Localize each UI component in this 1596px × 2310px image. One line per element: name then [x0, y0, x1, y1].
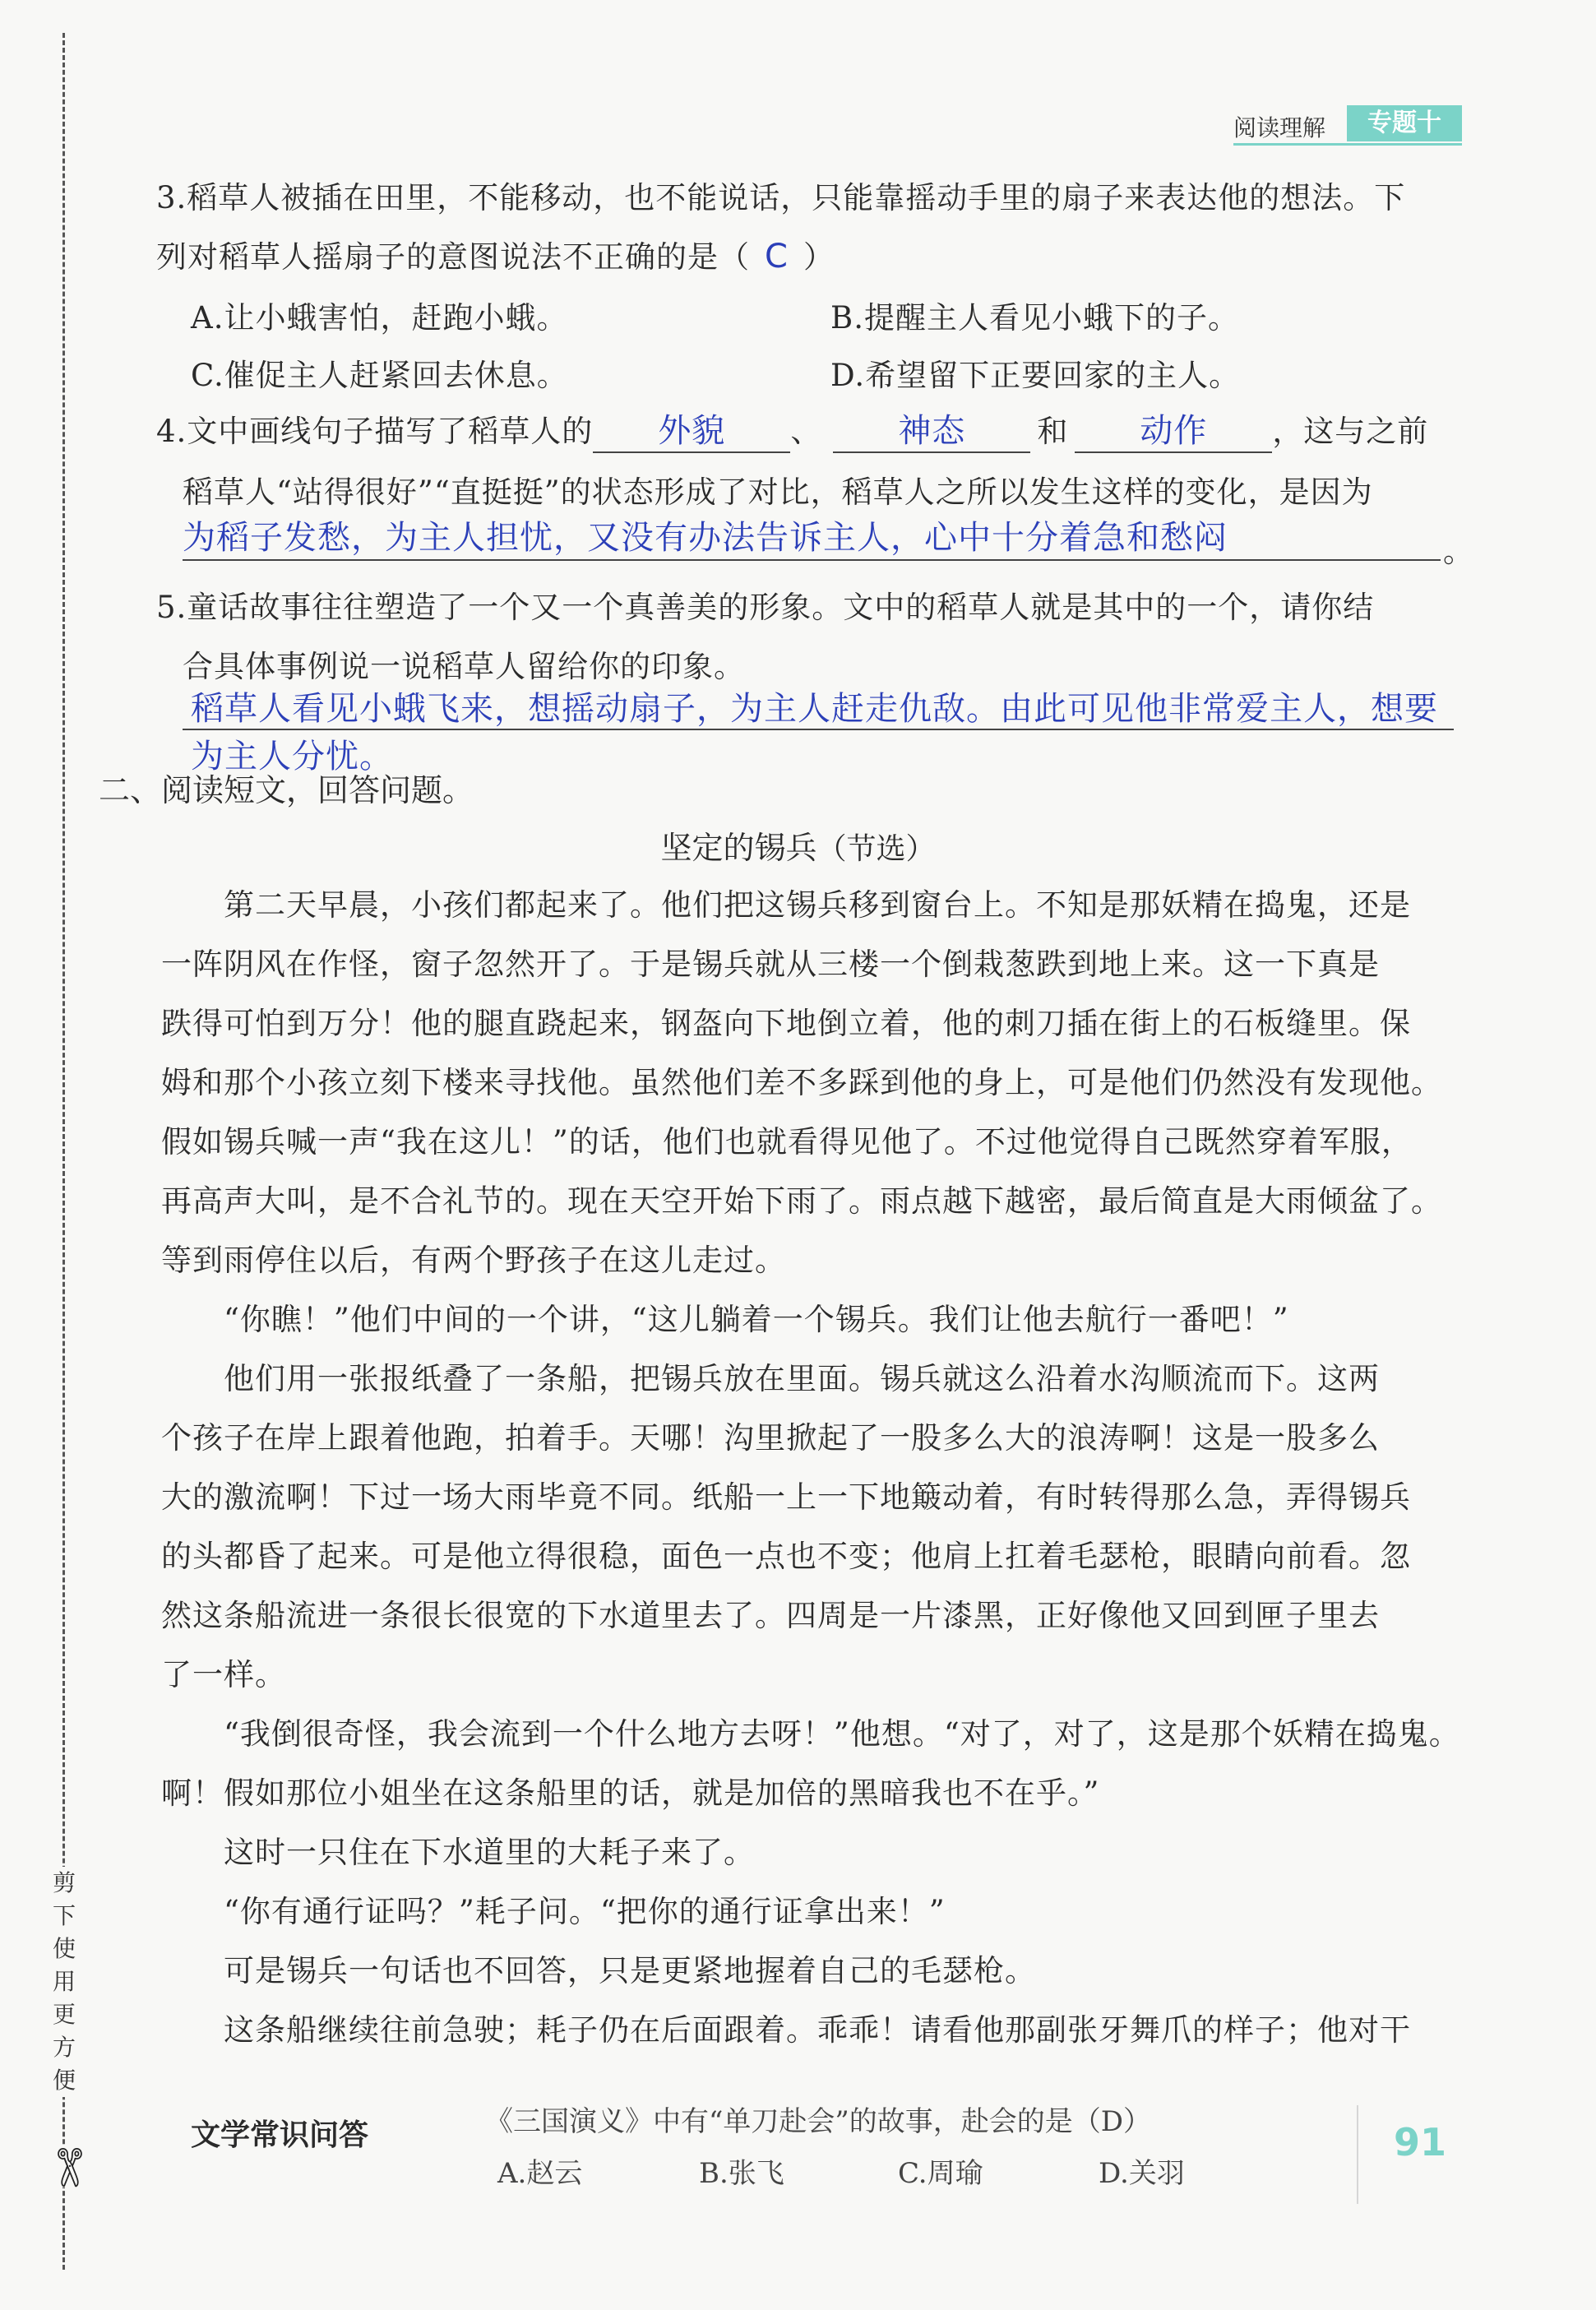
- story-line-6: 再高声大叫，是不合礼节的。现在天空开始下雨了。雨点越下越密，最后简直是大雨倾盆了。: [161, 1183, 1442, 1219]
- header-badge: 专题十: [1347, 105, 1462, 141]
- literature-quiz-label: 文学常识问答: [191, 2118, 369, 2152]
- q4-sep1: 、: [790, 414, 822, 449]
- q4-answer-2: 神态: [833, 405, 1030, 453]
- q3-option-c: C.催促主人赶紧回去休息。: [191, 358, 568, 393]
- literature-option-c: C.周瑜: [898, 2157, 983, 2190]
- story-line-15: “我倒很奇怪，我会流到一个什么地方去呀！”他想。“对了，对了，这是那个妖精在捣鬼。: [161, 1716, 1460, 1752]
- story-line-18: “你有通行证吗？”耗子问。“把你的通行证拿出来！”: [161, 1894, 946, 1929]
- literature-quiz-question: 《三国演义》中有“单刀赴会”的故事，赴会的是（D）: [485, 2105, 1152, 2138]
- q3-option-b: B.提醒主人看见小蛾下的子。: [830, 300, 1239, 336]
- literature-option-a: A.赵云: [497, 2157, 583, 2190]
- q4-sep2: 和: [1037, 414, 1069, 449]
- q4-end-mark: 。: [1443, 534, 1474, 569]
- q4-answer-3: 动作: [1075, 405, 1272, 453]
- story-line-1: 第二天早晨，小孩们都起来了。他们把这锡兵移到窗台上。不知是那妖精在捣鬼，还是: [161, 887, 1411, 923]
- story-line-3: 跌得可怕到万分！他的腿直跷起来，钢盔向下地倒立着，他的刺刀插在街上的石板缝里。保: [161, 1006, 1411, 1041]
- q3-option-d: D.希望留下正要回家的主人。: [830, 358, 1241, 393]
- story-line-2: 一阵阴风在作怪，窗子忽然开了。于是锡兵就从三楼一个倒栽葱跌到地上来。这一下真是: [161, 947, 1380, 982]
- q3-line2-close: ）: [803, 239, 835, 275]
- header-title: 阅读理解: [1233, 114, 1326, 141]
- cut-label: 剪下使用更方便: [49, 1867, 79, 2097]
- story-line-10: 个孩子在岸上跟着他跑，拍着手。天哪！沟里掀起了一股多么大的浪涛啊！这是一股多么: [161, 1420, 1380, 1456]
- q4-text-after: ，这与之前: [1272, 414, 1429, 449]
- q3-option-a: A.让小蛾害怕，赶跑小蛾。: [191, 300, 568, 336]
- story-line-19: 可是锡兵一句话也不回答，只是更紧地握着自己的毛瑟枪。: [161, 1953, 1036, 1988]
- q4-line1: [156, 405, 1428, 453]
- story-line-5: 假如锡兵喊一声“我在这儿！”的话，他们也就看得见他了。不过他觉得自己既然穿着军服，: [161, 1124, 1413, 1160]
- footer-divider: [1357, 2105, 1358, 2204]
- story-line-12: 的头都昏了起来。可是他立得很稳，面色一点也不变；他肩上扛着毛瑟枪，眼睛向前看。忽: [161, 1539, 1411, 1574]
- story-line-11: 大的激流啊！下过一场大雨毕竟不同。纸船一上一下地簸动着，有时转得那么急，弄得锡兵: [161, 1479, 1411, 1515]
- scissors-icon: ✄: [39, 2146, 98, 2188]
- q4-answer-line: [183, 559, 1441, 561]
- story-line-9: 他们用一张报纸叠了一条船，把锡兵放在里面。锡兵就这么沿着水沟顺流而下。这两: [161, 1361, 1380, 1396]
- literature-option-b: B.张飞: [699, 2157, 784, 2190]
- story-title-text: 坚定的锡兵: [660, 830, 817, 866]
- q3-line2-text: 列对稻草人摇扇子的意图说法不正确的是（: [156, 239, 750, 275]
- q4-answer-4: 为稻子发愁，为主人担忧，又没有办法告诉主人，心中十分着急和愁闷: [183, 519, 1228, 557]
- q5-line1: 5.童话故事往往塑造了一个又一个真善美的形象。文中的稻草人就是其中的一个，请你结: [156, 590, 1375, 625]
- section-2-heading: 二、阅读短文，回答问题。: [99, 772, 474, 808]
- q5-answer-line1: 稻草人看见小蛾飞来，想摇动扇子，为主人赶走仇敌。由此可见他非常爱主人，想要: [191, 690, 1438, 728]
- literature-option-d: D.关羽: [1099, 2157, 1185, 2190]
- story-line-7: 等到雨停住以后，有两个野孩子在这儿走过。: [161, 1243, 786, 1278]
- story-line-13: 然这条船流进一条很长很宽的下水道里去了。四周是一片漆黑，正好像他又回到匣子里去: [161, 1598, 1380, 1633]
- story-line-17: 这时一只住在下水道里的大耗子来了。: [161, 1835, 755, 1870]
- q3-answer: C: [765, 238, 789, 275]
- q4-line2: 稻草人“站得很好”“直挺挺”的状态形成了对比，稻草人之所以发生这样的变化，是因为: [183, 474, 1373, 510]
- q5-line2: 合具体事例说一说稻草人留给你的印象。: [183, 649, 745, 684]
- story-line-16: 啊！假如那位小姐坐在这条船里的话，就是加倍的黑暗我也不在乎。”: [161, 1775, 1100, 1811]
- q4-text: 4.文中画线句子描写了稻草人的: [156, 414, 594, 449]
- q5-answer-line2: 为主人分忧。: [191, 738, 393, 775]
- story-title-note: （节选）: [817, 832, 936, 866]
- q3-line1: 3.稻草人被插在田里，不能移动，也不能说话，只能靠摇动手里的扇子来表达他的想法。下: [156, 180, 1406, 215]
- q4-answer-1: 外貌: [593, 405, 790, 453]
- story-title: [0, 822, 1596, 868]
- page-number: 91: [1394, 2120, 1447, 2164]
- story-line-4: 姆和那个小孩立刻下楼来寻找他。虽然他们差不多踩到他的身上，可是他们仍然没有发现他。: [161, 1065, 1442, 1100]
- header-underline: [1233, 143, 1462, 146]
- story-line-14: 了一样。: [161, 1657, 286, 1692]
- story-line-20: 这条船继续往前急驶；耗子仍在后面跟着。乖乖！请看他那副张牙舞爪的样子；他对干: [161, 2012, 1411, 2048]
- story-line-8: “你瞧！”他们中间的一个讲，“这儿躺着一个锡兵。我们让他去航行一番吧！”: [161, 1302, 1289, 1337]
- q3-line2: [156, 232, 835, 276]
